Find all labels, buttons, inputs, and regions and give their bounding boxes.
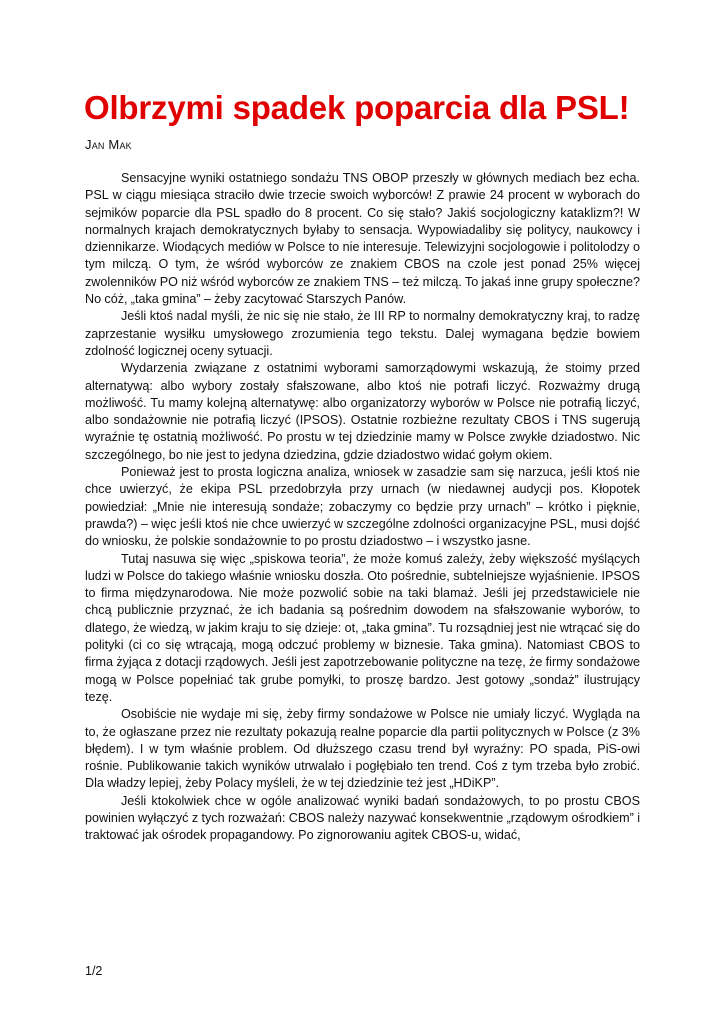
article-body: [85, 170, 640, 845]
paragraph-4: Ponieważ jest to prosta logiczna analiza, wniosek w zasadzie sam się narzuca, jeśli ktoś nie chce uwierzyć, że ekipa PSL przedobrzyła przy urnach (w niedawnej audycji pos. Kłopotek powiedział: „Mnie nie interesują sondaże; zobaczymy co będzie przy urnach” – krótko i pięknie, prawda?) – więc jeśli ktoś nie chce uwierzyć w szczególne zdolności organizacyjne PSL, musi dojść do wniosku, że polskie sondażownie to po prostu dziadostwo – i wszystko jasne.: [85, 465, 640, 549]
article-title: Olbrzymi spadek poparcia dla PSL!: [84, 89, 630, 126]
paragraph-1: Sensacyjne wyniki ostatniego sondażu TNS OBOP przeszły w głównych mediach bez echa. PSL w ciągu miesiąca straciło dwie trzecie swoich wyborców! Z prawie 24 procent w wyborach do sejmików poparcie dla PSL spadło do 8 procent. Co się stało? Jakiś socjologiczny kataklizm?! W normalnych krajach demokratycznych byłaby to sensacja. Wypowiadaliby się politycy, naukowcy i dziennikarze. Wiodących mediów w Polsce to nie interesuje. Telewizyjni socjologowie i politolodzy o tym milczą. O tym, że wśród wyborców ze znakiem CBOS na czole jest ponad 25% więcej zwolenników PO niż wśród wyborców ze znakiem TNS – też milczą. To jakaś inne grupy społeczne? No cóż, „taka gmina” – żeby zacytować Starszych Panów.: [85, 171, 640, 307]
author-name: Jan Mak: [85, 137, 132, 152]
paragraph-7: Jeśli ktokolwiek chce w ogóle analizować wyniki badań sondażowych, to po prostu CBOS powinien wyłączyć z tych rozważań: CBOS należy nazywać konsekwentnie „rządowym ośrodkiem” i traktować jak ośrodek propagandowy. Po zignorowaniu agitek CBOS-u, widać,: [85, 793, 640, 843]
paragraph-5: Tutaj nasuwa się więc „spiskowa teoria”, że może komuś zależy, żeby większość myślących ludzi w Polsce do takiego właśnie wniosku doszła. Oto pośrednie, subtelniejsze wyjaśnienie. IPSOS to firma międzynarodowa. Nie może pozwolić sobie na taki blamaż. Jeśli jej przedstawiciele nie chcą publicznie przyznać, że ich badania są pośrednim dowodem na sfałszowanie wyborów, to dlatego, że wiedzą, w jakim kraju to się dzieje: ot, „taka gmina”. Tu rozsądniej jest nie wtrącać się do polityki (ci co się wtrącają, mogą odczuć problemy w biznesie. Taka gmina). Natomiast CBOS to firma żyjąca z dotacji rządowych. Jeśli jest zapotrzebowanie polityczne na tezę, że firmy sondażowe mogą w Polsce popełniać tak grube pomyłki, to proszę bardzo. Jest gotowy „sondaż” ilustrujący tezę.: [85, 551, 640, 704]
paragraph-2: Jeśli ktoś nadal myśli, że nic się nie stało, że III RP to normalny demokratyczny kraj, to radzę zaprzestanie wysiłku umysłowego zrozumienia tego tekstu. Dalej wymagana będzie bowiem zdolność logicznej oceny sytuacji.: [85, 309, 640, 358]
paragraph-3: Wydarzenia związane z ostatnimi wyborami samorządowymi wskazują, że stoimy przed alternatywą: albo wybory zostały sfałszowane, albo ktoś nie potrafi liczyć. Rozważmy drugą możliwość. Tu mamy kolejną alternatywę: albo organizatorzy wyborów w Polsce nie potrafią liczyć, albo sondażownie nie potrafią liczyć (IPSOS). Ostatnie rozbieżne rezultaty CBOS i TNS sugerują wyraźnie tę ostatnią możliwość. Po prostu w tej dziedzinie mamy w Polsce zwykłe dziadostwo. Nic szczególnego, bo nie jest to jedyna dziedzina, gdzie dziadostwo widać gołym okiem.: [85, 361, 640, 462]
paragraph-6: Osobiście nie wydaje mi się, żeby firmy sondażowe w Polsce nie umiały liczyć. Wygląda na to, że ogłaszane przez nie rezultaty pokazują realne poparcie dla partii politycznych w Polsce (z 3% błędem). I w tym właśnie problem. Od dłuższego czasu trend był wyraźny: PO spada, PiS-owi rośnie. Publikowanie takich wyników utrwalało i pogłębiało ten trend. Coś z tym trzeba było zrobić. Dla władzy lepiej, żeby Polacy myśleli, że w tej dziedzinie też jest „HDiKP”.: [85, 707, 640, 791]
page-number: 1/2: [85, 964, 103, 978]
